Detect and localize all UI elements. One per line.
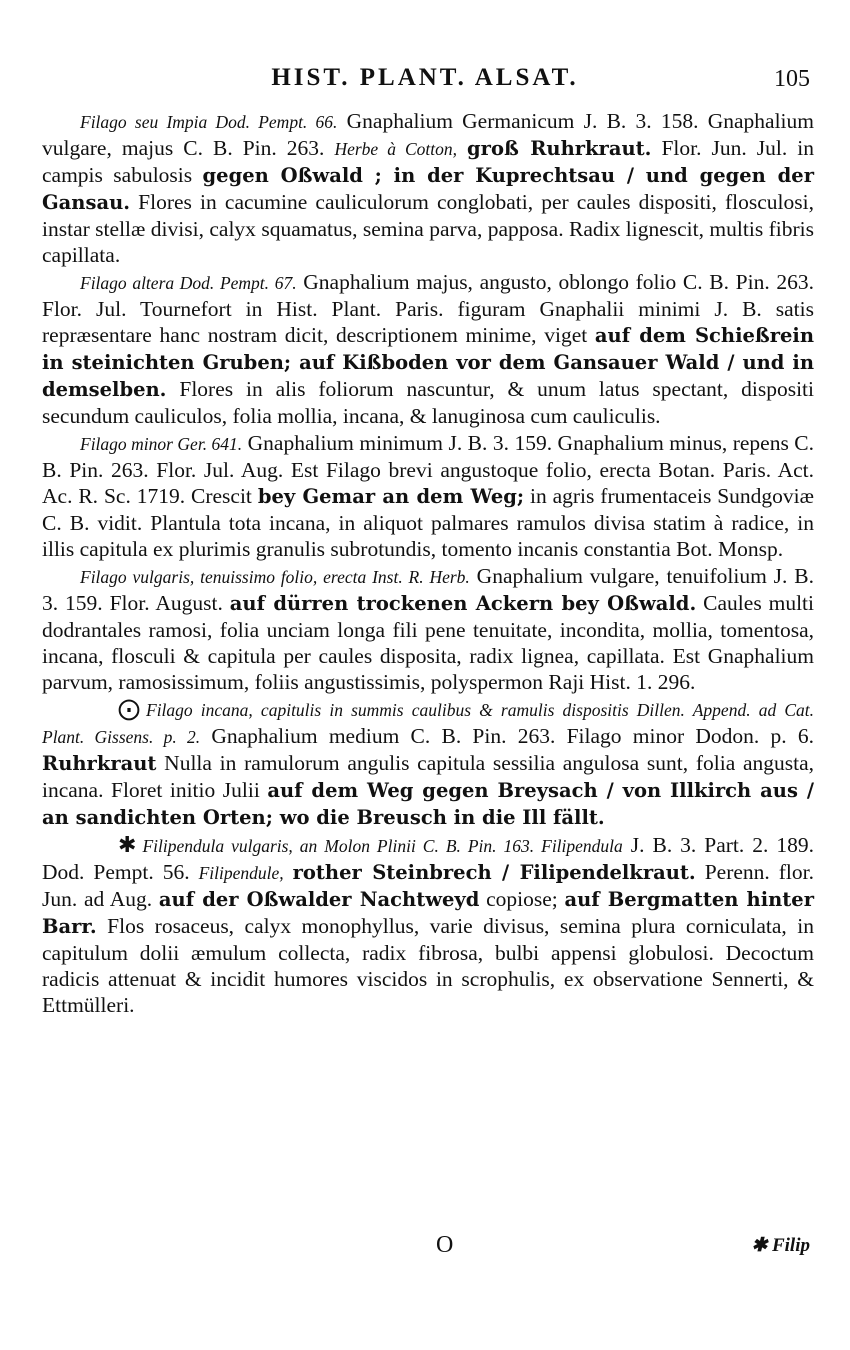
- entry-text: Flores in cacumine cauliculorum conglobati, per caules dispositi, flosculosi, instar stellæ divisi, calyx squamatus, semina parva, papposa. Radix lignescit, multis fibris capillata.: [42, 190, 814, 267]
- page-footer: [40, 1226, 810, 1266]
- entry-text: copiose;: [479, 887, 565, 911]
- signature-mark: O: [436, 1232, 454, 1258]
- german-text: groß Ruhrkraut.: [467, 137, 652, 160]
- entry-text: Gnaphalium majus, angusto, oblongo folio C. B. Pin. 263. Flor. Jul. Tournefort in Hist. Plant. Paris. figuram Gnaphalii minimi J. B. satis repræsentare hanc nostram dicit, descriptionem minime, viget: [42, 270, 815, 347]
- german-text: auf der Oßwalder Nachtweyd: [158, 888, 480, 911]
- latin-name: Filago vulgaris, tenuissimo folio, erecta Inst. R. Herb.: [80, 567, 470, 587]
- entry-text: Flos rosaceus, calyx monophyllus, varie divisus, semina plura corniculata, in capitulum dolii æmulum collecta, radix fibrosa, bulbi appensi globulosi. Decoctum radicis attenuat & incidit humores viscidos in scrophulis, ex observatione Sennerti, & Ettmülleri.: [42, 914, 814, 1017]
- entry-text: Gnaphalium medium C. B. Pin. 263. Filago minor Dodon. p. 6.: [200, 724, 814, 748]
- entry-text: Gnaphalium vulgare, tenuifolium J. B. 3. 159. Flor. August.: [42, 564, 814, 615]
- latin-name: Filago incana, capitulis in summis caulibus & ramulis dispositis Dillen. Append. ad Cat. Plant. Gissens. p. 2.: [42, 700, 814, 747]
- page-header: [40, 60, 810, 100]
- german-text: bey Gemar an dem Weg;: [257, 485, 525, 508]
- german-text: auf dürren trockenen Ackern bey Oßwald.: [229, 592, 697, 615]
- entry-text: [457, 136, 467, 160]
- plant-entry: [42, 832, 814, 1018]
- plant-entry: [42, 563, 814, 695]
- entry-text: Gnaphalium Germanicum J. B. 3. 158. Gnaphalium vulgare, majus C. B. Pin. 263.: [42, 109, 814, 160]
- latin-name: Herbe à Cotton,: [334, 139, 458, 159]
- german-text: auf dem Schießrein in steinichten Gruben; auf Kißboden vor dem Gansauer Wald / und in demselben.: [42, 324, 815, 401]
- latin-name: Filago altera Dod. Pempt. 67.: [80, 273, 297, 293]
- page-number: 105: [774, 66, 810, 92]
- entry-text: Nulla in ramulorum angulis capitula sessilia angulosa sunt, folia angusta, incana. Floret initio Julii: [42, 751, 814, 802]
- latin-name: Filago seu Impia Dod. Pempt. 66.: [80, 112, 338, 132]
- plant-entry: [42, 430, 814, 562]
- entry-text: Flor. Jun. Jul. in campis sabulosis: [42, 136, 815, 187]
- german-text: auf dem Weg gegen Breysach / von Illkirch aus / an sandichten Orten; wo die Breusch in die Ill fällt.: [42, 779, 814, 829]
- entry-text: Gnaphalium minimum J. B. 3. 159. Gnaphalium minus, repens C. B. Pin. 263. Flor. Jul. Aug. Est Filago brevi angustoque folio, erecta Botan. Paris. Act. Ac. R. Sc. 1719. Crescit: [42, 431, 814, 508]
- plant-entry: [42, 696, 814, 831]
- plant-entry: [42, 108, 814, 268]
- german-text: Ruhrkraut: [42, 752, 157, 775]
- entry-symbol: ⨀: [118, 696, 140, 721]
- latin-name: Filago minor Ger. 641.: [80, 434, 243, 454]
- plant-entry: [42, 269, 814, 429]
- entry-text: [284, 860, 293, 884]
- german-text: rother Steinbrech / Filipendelkraut.: [292, 861, 696, 884]
- entry-text: Flores in alis foliorum nascuntur, & unum latus spectant, dispositi secundum cauliculos, folia mollia, incana, & lanuginosa cum cauliculis.: [42, 377, 814, 428]
- entry-text: Perenn. flor. Jun. ad Aug.: [42, 860, 814, 911]
- catchword: ✱ Filip: [751, 1235, 810, 1256]
- german-text: auf Bergmatten hinter Barr.: [42, 888, 814, 938]
- entry-text: in agris frumentaceis Sundgoviæ C. B. vidit. Plantula tota incana, in aliquot palmares ramulos divisa statim à radice, in illis capitula ex plurimis granulis subrotundis, tomento incanis constantia Bot. Monsp.: [42, 484, 814, 561]
- running-title: HIST. PLANT. ALSAT.: [271, 64, 579, 91]
- entry-symbol: ✱: [118, 832, 137, 857]
- entry-text: Caules multi dodrantales ramosi, folia unciam longa fili pene tenuitate, incondita, mollia, tomentosa, incana, flosculi & capitula per caules disposita, radix lignea, capillata. Est Gnaphalium parvum, ramosissimum, foliis angustissimis, polyspermon Raji Hist. 1. 296.: [42, 591, 815, 694]
- german-text: gegen Oßwald ; in der Kuprechtsau / und gegen der Gansau.: [42, 164, 814, 214]
- page-body: [42, 108, 814, 1018]
- latin-name: Filipendule,: [198, 863, 284, 883]
- entry-text: J. B. 3. Part. 2. 189. Dod. Pempt. 56.: [42, 833, 814, 884]
- latin-name: Filipendula vulgaris, an Molon Plinii C. B. Pin. 163. Filipendula: [142, 836, 623, 856]
